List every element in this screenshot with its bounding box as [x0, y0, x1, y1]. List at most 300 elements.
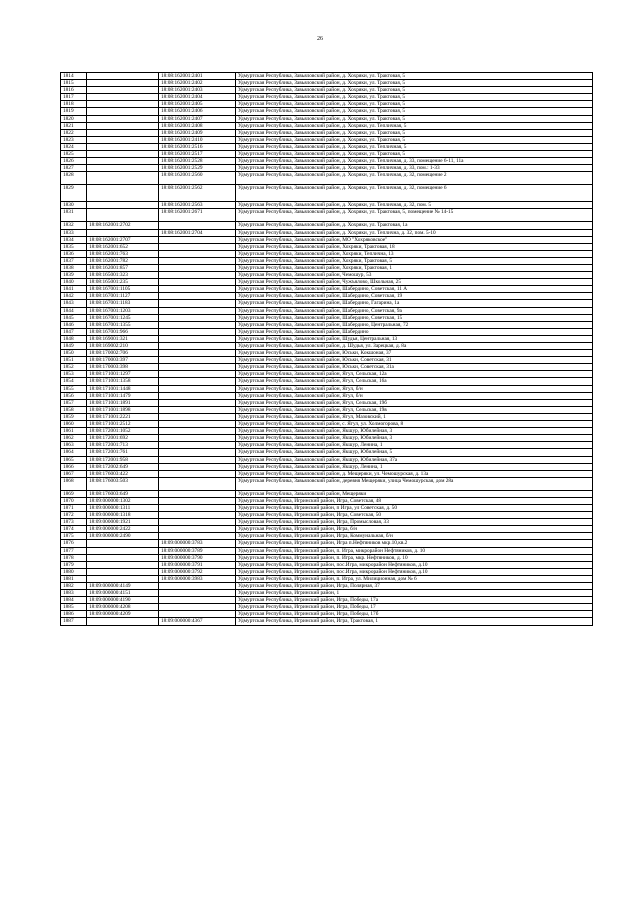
table-row: [61, 470, 593, 477]
address-cell: Удмуртская Республика, Завьяловский район, д. Хохряки, ул. Тепличная, 5: [236, 143, 593, 150]
address-cell: Удмуртская Республика, Игринский район, Игра, Победы, 17а: [236, 597, 593, 604]
table-row: [61, 321, 593, 328]
row-number-cell: 1842: [61, 293, 87, 300]
address-cell: Удмуртская Республика, Завьяловский район, Якшур, Юбилейная, 37а: [236, 456, 593, 463]
cadastral-number-cell: 18:08:162001:2702: [87, 222, 159, 229]
row-number-cell: 1833: [61, 229, 87, 236]
address-cell: Удмуртская Республика, Завьяловский район, Якшур, Ленина, 1: [236, 463, 593, 470]
cadastral-number-alt-cell: [159, 583, 236, 590]
table-row: [61, 385, 593, 392]
address-cell: Удмуртская Республика, Завьяловский район, д. Хохряки, ул. Тепличная, д. 32, пом. 5: [236, 202, 593, 209]
address-cell: Удмуртская Республика, Игринский район, Игра, Победы, 17: [236, 604, 593, 611]
address-cell: Удмуртская Республика, Игринский район, Игра, Советская, 48: [236, 497, 593, 504]
table-row: [61, 463, 593, 470]
table-row: [61, 335, 593, 342]
cadastral-number-alt-cell: [159, 512, 236, 519]
address-cell: Удмуртская Республика, Завьяловский район, Шудья, Центральная, 13: [236, 335, 593, 342]
row-number-cell: 1835: [61, 243, 87, 250]
address-cell: Удмуртская Республика, Завьяловский район, д. Хохряки, ул. Теплична, д. 32, пом. 5-10: [236, 229, 593, 236]
cadastral-number-alt-cell: [159, 321, 236, 328]
cadastral-number-alt-cell: [159, 413, 236, 420]
row-number-cell: 1857: [61, 399, 87, 406]
cadastral-number-alt-cell: 18:09:000000:3790: [159, 554, 236, 561]
address-cell: Удмуртская Республика, Завьяловский район, Якшур, Юбилейная, 3: [236, 428, 593, 435]
table-row: [61, 364, 593, 371]
table-row: [61, 257, 593, 264]
table-row: [61, 568, 593, 575]
table-row: [61, 590, 593, 597]
cadastral-number-cell: [87, 101, 159, 108]
cadastral-number-cell: [87, 158, 159, 165]
table-row: [61, 504, 593, 511]
table-row: [61, 618, 593, 625]
table-row: [61, 307, 593, 314]
row-number-cell: 1819: [61, 108, 87, 115]
row-number-cell: 1884: [61, 597, 87, 604]
cadastral-number-alt-cell: [159, 456, 236, 463]
row-number-cell: 1875: [61, 533, 87, 540]
table-row: [61, 94, 593, 101]
cadastral-number-alt-cell: 18:08:162001:2528: [159, 158, 236, 165]
address-cell: Удмуртская Республика, Завьяловский район, Ягул, Сельская, 12а: [236, 371, 593, 378]
cadastral-number-alt-cell: [159, 293, 236, 300]
cadastral-number-alt-cell: [159, 222, 236, 229]
address-cell: Удмуртская Республика, Игринский район, п. Игра, мкр. Нефтяников, д. 10: [236, 554, 593, 561]
address-cell: Удмуртская Республика, Завьяловский район, д. Хохряки, ул. Трактовая, 5: [236, 101, 593, 108]
cadastral-number-alt-cell: 18:09:000000:3789: [159, 547, 236, 554]
cadastral-number-cell: 18:08:167001:966: [87, 328, 159, 335]
cadastral-number-cell: 18:08:176003:649: [87, 490, 159, 497]
cadastral-number-cell: 18:08:172001:713: [87, 442, 159, 449]
table-row: [61, 490, 593, 497]
cadastral-number-cell: 18:08:167001:1203: [87, 307, 159, 314]
cadastral-number-alt-cell: [159, 385, 236, 392]
cadastral-number-alt-cell: [159, 428, 236, 435]
cadastral-number-cell: 18:08:170003:398: [87, 364, 159, 371]
address-cell: Удмуртская Республика, Завьяловский район, Ягул, Мазовский, 1: [236, 413, 593, 420]
row-number-cell: 1837: [61, 257, 87, 264]
cadastral-number-alt-cell: [159, 272, 236, 279]
cadastral-number-alt-cell: 18:09:000000:3792: [159, 568, 236, 575]
table-row: [61, 547, 593, 554]
row-number-cell: 1885: [61, 604, 87, 611]
cadastral-number-cell: 18:08:167001:1183: [87, 300, 159, 307]
row-number-cell: 1818: [61, 101, 87, 108]
cadastral-number-alt-cell: [159, 371, 236, 378]
table-row: [61, 272, 593, 279]
cadastral-number-alt-cell: [159, 343, 236, 350]
cadastral-number-alt-cell: [159, 300, 236, 307]
table-row: [61, 172, 593, 185]
table-row: [61, 456, 593, 463]
cadastral-number-cell: 18:09:000000:4149: [87, 583, 159, 590]
address-cell: Удмуртская Республика, Завьяловский район, д. Хохряки, ул. Тепличная, д. 32, помещение 2: [236, 172, 593, 185]
table-row: [61, 286, 593, 293]
row-number-cell: 1840: [61, 279, 87, 286]
cadastral-number-alt-cell: 18:08:162001:2410: [159, 136, 236, 143]
cadastral-number-cell: [87, 165, 159, 172]
cadastral-number-cell: 18:08:170002:706: [87, 350, 159, 357]
cadastral-number-alt-cell: [159, 264, 236, 271]
cadastral-number-alt-cell: [159, 335, 236, 342]
table-row: [61, 399, 593, 406]
row-number-cell: 1830: [61, 202, 87, 209]
cadastral-number-cell: [87, 94, 159, 101]
table-row: [61, 449, 593, 456]
address-cell: Удмуртская Республика, Завьяловский район, Шабердино, Гагарина, 1а: [236, 300, 593, 307]
address-cell: Удмуртская Республика, Завьяловский район, Шабердино, Советская, 19: [236, 293, 593, 300]
row-number-cell: 1823: [61, 136, 87, 143]
cadastral-number-alt-cell: 18:08:162001:2529: [159, 165, 236, 172]
cadastral-number-cell: 18:09:000000:1318: [87, 512, 159, 519]
cadastral-number-alt-cell: 18:08:162001:2704: [159, 229, 236, 236]
row-number-cell: 1825: [61, 151, 87, 158]
cadastral-number-alt-cell: [159, 470, 236, 477]
cadastral-number-cell: [87, 87, 159, 94]
row-number-cell: 1873: [61, 519, 87, 526]
table-row: [61, 435, 593, 442]
cadastral-number-alt-cell: [159, 597, 236, 604]
table-row: [61, 604, 593, 611]
address-cell: Удмуртская Республика, Завьяловский район, Шабердино, Советская, 15: [236, 314, 593, 321]
registry-table-body: [61, 73, 593, 626]
table-row: [61, 406, 593, 413]
cadastral-number-alt-cell: 18:09:000000:3783: [159, 540, 236, 547]
cadastral-number-cell: [87, 129, 159, 136]
table-row: [61, 526, 593, 533]
table-row: [61, 250, 593, 257]
address-cell: Удмуртская Республика, Завьяловский район, Юськи, Советская, 31а: [236, 364, 593, 371]
cadastral-number-cell: 18:08:162001:652: [87, 243, 159, 250]
cadastral-number-alt-cell: [159, 357, 236, 364]
row-number-cell: 1847: [61, 328, 87, 335]
row-number-cell: 1831: [61, 209, 87, 222]
address-cell: Удмуртская Республика, Завьяловский район, д. Хохряки, ул. Тепличная, д. 33, помещение 6-11, 11а: [236, 158, 593, 165]
row-number-cell: 1869: [61, 490, 87, 497]
table-row: [61, 314, 593, 321]
cadastral-number-alt-cell: [159, 307, 236, 314]
cadastral-number-cell: [87, 202, 159, 209]
row-number-cell: 1860: [61, 421, 87, 428]
table-row: [61, 512, 593, 519]
cadastral-number-alt-cell: 18:08:162001:2408: [159, 122, 236, 129]
cadastral-number-cell: [87, 80, 159, 87]
row-number-cell: 1880: [61, 568, 87, 575]
cadastral-number-alt-cell: 18:08:162001:2407: [159, 115, 236, 122]
cadastral-number-alt-cell: [159, 314, 236, 321]
address-cell: Удмуртская Республика, Завьяловский район, д. Хохряки, ул. Трактовая, 1а: [236, 222, 593, 229]
cadastral-number-alt-cell: [159, 243, 236, 250]
cadastral-number-alt-cell: [159, 435, 236, 442]
row-number-cell: 1863: [61, 442, 87, 449]
cadastral-number-cell: [87, 547, 159, 554]
address-cell: Удмуртская Республика, Завьяловский район, Якшур, Юбилейная, 3: [236, 435, 593, 442]
row-number-cell: 1887: [61, 618, 87, 625]
address-cell: Удмуртская Республика, Игринский район, Игра, Полярная, 37: [236, 583, 593, 590]
cadastral-number-cell: [87, 540, 159, 547]
address-cell: Удмуртская Республика, Завьяловский район, Шабердино: [236, 328, 593, 335]
cadastral-number-cell: 18:08:171001:1891: [87, 399, 159, 406]
cadastral-number-cell: 18:08:169001:321: [87, 335, 159, 342]
row-number-cell: 1853: [61, 371, 87, 378]
cadastral-number-alt-cell: 18:08:162001:2406: [159, 108, 236, 115]
row-number-cell: 1848: [61, 335, 87, 342]
cadastral-number-alt-cell: [159, 350, 236, 357]
cadastral-number-alt-cell: [159, 421, 236, 428]
table-row: [61, 185, 593, 202]
row-number-cell: 1856: [61, 392, 87, 399]
row-number-cell: 1826: [61, 158, 87, 165]
address-cell: Удмуртская Республика, Завьяловский район, д. Хохряки, ул. Трактовая, 5, помещение № 14-15: [236, 209, 593, 222]
cadastral-number-cell: 18:08:167001:1105: [87, 286, 159, 293]
row-number-cell: 1865: [61, 456, 87, 463]
table-row: [61, 101, 593, 108]
table-row: [61, 158, 593, 165]
cadastral-number-cell: 18:08:172001:692: [87, 435, 159, 442]
address-cell: Удмуртская Республика, Завьяловский район, Юськи, Кокшоная, 37: [236, 350, 593, 357]
cadastral-number-cell: [87, 575, 159, 582]
address-cell: Удмуртская Республика, Завьяловский район, Шабердино, Советская, 9а: [236, 307, 593, 314]
cadastral-number-cell: [87, 229, 159, 236]
row-number-cell: 1882: [61, 583, 87, 590]
address-cell: Удмуртская Республика, Завьяловский район, д. Хохряки, ул. Трактовая, 5: [236, 151, 593, 158]
cadastral-number-cell: 18:09:000000:4190: [87, 597, 159, 604]
cadastral-number-alt-cell: 18:08:162001:2517: [159, 151, 236, 158]
address-cell: Удмуртская Республика, Завьяловский район, Ягул, б/н: [236, 392, 593, 399]
cadastral-number-cell: 18:08:172001:761: [87, 449, 159, 456]
cadastral-number-alt-cell: 18:08:162001:2409: [159, 129, 236, 136]
cadastral-number-alt-cell: [159, 477, 236, 490]
table-row: [61, 343, 593, 350]
cadastral-number-cell: 18:08:167001:1355: [87, 321, 159, 328]
cadastral-number-alt-cell: [159, 257, 236, 264]
cadastral-number-alt-cell: 18:08:162001:2671: [159, 209, 236, 222]
cadastral-number-cell: [87, 561, 159, 568]
table-row: [61, 350, 593, 357]
cadastral-number-cell: 18:09:000000:2490: [87, 533, 159, 540]
table-row: [61, 115, 593, 122]
row-number-cell: 1844: [61, 307, 87, 314]
address-cell: Удмуртская Республика, Завьяловский район, Чемошур, 53: [236, 272, 593, 279]
cadastral-number-alt-cell: [159, 604, 236, 611]
row-number-cell: 1828: [61, 172, 87, 185]
cadastral-number-cell: 18:08:162001:782: [87, 257, 159, 264]
row-number-cell: 1838: [61, 264, 87, 271]
cadastral-number-cell: 18:09:000000:2422: [87, 526, 159, 533]
cadastral-number-cell: [87, 122, 159, 129]
table-row: [61, 73, 593, 80]
row-number-cell: 1859: [61, 413, 87, 420]
row-number-cell: 1874: [61, 526, 87, 533]
cadastral-number-cell: [87, 143, 159, 150]
table-row: [61, 442, 593, 449]
cadastral-number-alt-cell: [159, 286, 236, 293]
row-number-cell: 1877: [61, 547, 87, 554]
row-number-cell: 1854: [61, 378, 87, 385]
cadastral-number-alt-cell: 18:08:162001:2405: [159, 101, 236, 108]
row-number-cell: 1815: [61, 80, 87, 87]
cadastral-number-alt-cell: 18:08:162001:2404: [159, 94, 236, 101]
table-row: [61, 202, 593, 209]
address-cell: Удмуртская Республика, Игринский район, Игра, Трактовая, 1: [236, 618, 593, 625]
table-row: [61, 428, 593, 435]
address-cell: Удмуртская Республика, Игринский район, 1: [236, 590, 593, 597]
table-row: [61, 80, 593, 87]
cadastral-number-cell: [87, 209, 159, 222]
address-cell: Удмуртская Республика, Завьяловский район, Шабердино, Советская, 11 А: [236, 286, 593, 293]
table-row: [61, 222, 593, 229]
table-row: [61, 413, 593, 420]
cadastral-number-alt-cell: 18:09:000000:4367: [159, 618, 236, 625]
table-row: [61, 477, 593, 490]
address-cell: Удмуртская Республика, Игринский район, п. Игра, ул. Милиционная, дом № 6: [236, 575, 593, 582]
cadastral-number-alt-cell: [159, 364, 236, 371]
cadastral-number-alt-cell: [159, 497, 236, 504]
cadastral-number-alt-cell: [159, 463, 236, 470]
row-number-cell: 1866: [61, 463, 87, 470]
cadastral-number-cell: 18:08:171001:2512: [87, 421, 159, 428]
address-cell: Удмуртская Республика, Завьяловский район, д. Хохряки, ул. Трактовая, 5: [236, 115, 593, 122]
table-row: [61, 136, 593, 143]
table-row: [61, 165, 593, 172]
row-number-cell: 1836: [61, 250, 87, 257]
table-row: [61, 108, 593, 115]
row-number-cell: 1829: [61, 185, 87, 202]
address-cell: Удмуртская Республика, Завьяловский район, Якшур, Ленина, 1: [236, 442, 593, 449]
table-row: [61, 229, 593, 236]
row-number-cell: 1876: [61, 540, 87, 547]
row-number-cell: 1851: [61, 357, 87, 364]
cadastral-number-alt-cell: [159, 526, 236, 533]
table-row: [61, 378, 593, 385]
row-number-cell: 1834: [61, 236, 87, 243]
cadastral-number-cell: 18:08:176003:503: [87, 477, 159, 490]
cadastral-number-cell: 18:08:165001:323: [87, 272, 159, 279]
cadastral-number-alt-cell: [159, 611, 236, 618]
row-number-cell: 1832: [61, 222, 87, 229]
row-number-cell: 1822: [61, 129, 87, 136]
address-cell: Удмуртская Республика, Завьяловский район, д. Хохряки, ул. Тепличная, д. 32, помещение 6: [236, 185, 593, 202]
row-number-cell: 1817: [61, 94, 87, 101]
cadastral-number-cell: 18:09:000000:4209: [87, 611, 159, 618]
cadastral-number-cell: 18:08:162001:2707: [87, 236, 159, 243]
address-cell: Удмуртская Республика, Игринский район, п. Игра, микрорайон Нефтяников, д. 10: [236, 547, 593, 554]
cadastral-number-alt-cell: [159, 250, 236, 257]
cadastral-number-cell: 18:08:162001:763: [87, 250, 159, 257]
address-cell: Удмуртская Республика, Завьяловский район, Ягул, Сельская, 16а: [236, 378, 593, 385]
cadastral-number-cell: 18:08:171001:1479: [87, 392, 159, 399]
address-cell: Удмуртская Республика, Завьяловский район, д. Хохряки, ул. Тепличная, д. 33, пом.: 1-33: [236, 165, 593, 172]
table-row: [61, 293, 593, 300]
cadastral-number-alt-cell: [159, 449, 236, 456]
row-number-cell: 1850: [61, 350, 87, 357]
table-row: [61, 583, 593, 590]
address-cell: Удмуртская Республика, Завьяловский район, Мещеряки: [236, 490, 593, 497]
cadastral-number-cell: [87, 568, 159, 575]
cadastral-number-cell: [87, 151, 159, 158]
row-number-cell: 1846: [61, 321, 87, 328]
cadastral-number-cell: 18:09:000000:4151: [87, 590, 159, 597]
row-number-cell: 1871: [61, 504, 87, 511]
cadastral-number-alt-cell: [159, 406, 236, 413]
cadastral-number-alt-cell: [159, 519, 236, 526]
address-cell: Удмуртская Республика, Игринский район, Игра, Победы, 17б: [236, 611, 593, 618]
table-row: [61, 575, 593, 582]
table-row: [61, 540, 593, 547]
cadastral-number-alt-cell: 18:08:162001:2562: [159, 185, 236, 202]
row-number-cell: 1872: [61, 512, 87, 519]
row-number-cell: 1841: [61, 286, 87, 293]
address-cell: Удмуртская Республика, Игринский район, Игра, Коммунальная, б/н: [236, 533, 593, 540]
row-number-cell: 1824: [61, 143, 87, 150]
table-row: [61, 597, 593, 604]
address-cell: Удмуртская Республика, Завьяловский район, Ягул, б/н: [236, 385, 593, 392]
cadastral-number-alt-cell: [159, 490, 236, 497]
table-row: [61, 151, 593, 158]
row-number-cell: 1816: [61, 87, 87, 94]
address-cell: Удмуртская Республика, Завьяловский район, Хохряки, Трактовая, 1: [236, 264, 593, 271]
cadastral-number-cell: 18:08:176003:422: [87, 470, 159, 477]
cadastral-number-cell: 18:08:171001:1448: [87, 385, 159, 392]
address-cell: Удмуртская Республика, Завьяловский район, д. Шудья, ул. Зарецкая, д. 8а: [236, 343, 593, 350]
cadastral-number-alt-cell: 18:08:162001:2563: [159, 202, 236, 209]
address-cell: Удмуртская Республика, Игринский район, пос.Игра, микрорайон Нефтяников, д.10: [236, 568, 593, 575]
address-cell: Удмуртская Республика, Игринский район, Игра, Промысловая, 33: [236, 519, 593, 526]
row-number-cell: 1845: [61, 314, 87, 321]
address-cell: Удмуртская Республика, Завьяловский район, Ягул, Сельская, 19в: [236, 406, 593, 413]
table-row: [61, 143, 593, 150]
table-row: [61, 554, 593, 561]
cadastral-number-cell: 18:08:171001:1297: [87, 371, 159, 378]
page-number: 26: [317, 36, 323, 42]
address-cell: Удмуртская Республика, Завьяловский район, д. Хохряки, ул. Тепличная, 5: [236, 122, 593, 129]
row-number-cell: 1864: [61, 449, 87, 456]
row-number-cell: 1881: [61, 575, 87, 582]
row-number-cell: 1821: [61, 122, 87, 129]
cadastral-number-cell: [87, 73, 159, 80]
table-row: [61, 129, 593, 136]
cadastral-number-alt-cell: [159, 392, 236, 399]
cadastral-number-alt-cell: 18:08:162001:2403: [159, 87, 236, 94]
table-row: [61, 209, 593, 222]
table-row: [61, 421, 593, 428]
cadastral-number-cell: 18:08:172002:649: [87, 463, 159, 470]
cadastral-number-cell: 18:09:000000:4208: [87, 604, 159, 611]
row-number-cell: 1820: [61, 115, 87, 122]
cadastral-number-cell: [87, 185, 159, 202]
address-cell: Удмуртская Республика, Завьяловский район, д. Хохряки, ул. Трактовая, 5: [236, 136, 593, 143]
address-cell: Удмуртская Республика, Игринский район, Игра, Советская, 50: [236, 512, 593, 519]
cadastral-number-alt-cell: [159, 399, 236, 406]
cadastral-number-alt-cell: [159, 533, 236, 540]
cadastral-number-cell: 18:08:167001:1127: [87, 293, 159, 300]
row-number-cell: 1839: [61, 272, 87, 279]
cadastral-number-alt-cell: 18:08:162001:2401: [159, 73, 236, 80]
address-cell: Удмуртская Республика, Игринский район, п Игра, ул Советская, д. 50: [236, 504, 593, 511]
row-number-cell: 1862: [61, 435, 87, 442]
table-row: [61, 243, 593, 250]
cadastral-number-alt-cell: 18:09:000000:3983: [159, 575, 236, 582]
address-cell: Удмуртская Республика, Завьяловский район, с. Ягул, ул. Холмогорова, 8: [236, 421, 593, 428]
table-row: [61, 497, 593, 504]
cadastral-number-alt-cell: [159, 328, 236, 335]
row-number-cell: 1870: [61, 497, 87, 504]
table-row: [61, 300, 593, 307]
table-row: [61, 357, 593, 364]
table-row: [61, 561, 593, 568]
cadastral-number-alt-cell: 18:09:000000:3791: [159, 561, 236, 568]
address-cell: Удмуртская Республика, Завьяловский район, д. Хохряки, ул. Трактовая, 5: [236, 87, 593, 94]
